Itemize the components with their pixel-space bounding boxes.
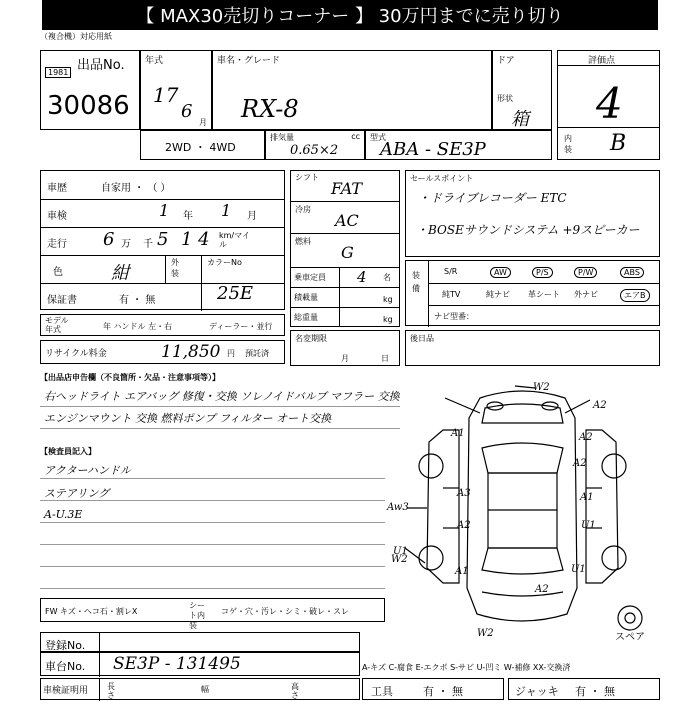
model-value: RX-8 bbox=[241, 95, 299, 123]
warranty-label: 保証書 bbox=[47, 295, 77, 306]
banner-text: 【 MAX30売切りコーナー 】 30万円までに売り切り bbox=[136, 6, 564, 27]
model-box bbox=[212, 50, 492, 130]
damage-codes-label: FW キズ・ヘコ石・割レX bbox=[45, 607, 138, 616]
title-banner bbox=[42, 0, 658, 30]
type-box bbox=[365, 130, 552, 160]
seat-label: シート内装 bbox=[189, 601, 205, 630]
mileage-man: 6 bbox=[103, 229, 115, 250]
mileage-label: 走行 bbox=[47, 239, 67, 250]
cert-height: 高さ bbox=[291, 682, 299, 700]
color-value: 紺 bbox=[111, 263, 129, 284]
car-damage-diagram bbox=[385, 378, 660, 640]
model-label: 車名・グレード bbox=[217, 56, 281, 66]
inspector-section bbox=[40, 446, 385, 592]
color-label: 色 bbox=[53, 267, 63, 278]
sales-point-line-2: ・BOSEサウンドシステム +9スピーカー bbox=[416, 223, 640, 237]
load-label: 積載量 bbox=[294, 293, 318, 302]
equipment-label: 装備 bbox=[412, 271, 420, 293]
diagram-mark: W2 bbox=[477, 628, 494, 639]
warranty-value: 有 ・ 無 bbox=[119, 295, 156, 306]
month-unit: 月 bbox=[199, 118, 207, 127]
type-label: 型式 bbox=[370, 133, 386, 142]
rename-box bbox=[290, 330, 400, 366]
diagram-mark: A1 bbox=[580, 492, 594, 503]
inspection-month: 1 bbox=[221, 201, 232, 220]
model-year-label: モデル年式 bbox=[45, 316, 69, 334]
sales-point-line-1: ・ドライブレコーダー ETC bbox=[418, 191, 567, 205]
model-year-row bbox=[40, 314, 285, 336]
sales-points-box bbox=[405, 170, 660, 257]
mileage-sen: 5 bbox=[157, 229, 169, 250]
eq-nav-label: ナビ型番： bbox=[434, 312, 474, 321]
displacement-box bbox=[265, 130, 365, 160]
colorno-value: 25E bbox=[217, 283, 254, 304]
recycle-value: 11,850 bbox=[161, 342, 221, 362]
seat-items: コゲ・穴・汚レ・シミ・破レ・スレ bbox=[221, 607, 349, 616]
mileage-rest: 1 4 bbox=[181, 229, 210, 250]
defects-label: 【出品店申告欄（不良箇所・欠品・注意事項等）】 bbox=[40, 373, 220, 382]
capacity-value: 4 bbox=[357, 268, 367, 286]
color-outer-label: 外装 bbox=[171, 258, 179, 278]
shift-label: シフト bbox=[295, 173, 319, 182]
diagram-mark: Aw3 bbox=[387, 502, 409, 513]
diagram-mark: U1 bbox=[571, 564, 586, 575]
rename-label: 名変期限 bbox=[295, 334, 327, 343]
year-value: 17 bbox=[153, 83, 179, 107]
month-value: 6 bbox=[181, 101, 193, 122]
diagram-mark: A2 bbox=[593, 400, 607, 411]
inspection-month-unit: 月 bbox=[247, 211, 257, 222]
shape-value: 箱 bbox=[511, 109, 529, 130]
tools-value: 有 ・ 無 bbox=[423, 685, 463, 698]
eq-ext-navi: 外ナビ bbox=[574, 290, 598, 299]
colorno-label: カラーNo bbox=[207, 258, 242, 267]
damage-legend: A-キズ C-腐食 E-エクボ S-サビ U-凹ミ W-補修 XX-交換済 bbox=[362, 663, 571, 672]
eq-abs: ABS bbox=[620, 267, 644, 278]
equipment-box bbox=[405, 260, 660, 326]
diagram-mark: U1 bbox=[581, 520, 596, 531]
recycle-row bbox=[40, 340, 285, 364]
tools-label: 工具 bbox=[371, 685, 393, 698]
eq-airbag: エアB bbox=[620, 289, 650, 302]
rear-date-box bbox=[405, 330, 660, 366]
mileage-sen-unit: 千 bbox=[143, 239, 153, 250]
lot-number: 30086 bbox=[47, 91, 130, 121]
history-label: 車歴 bbox=[47, 183, 67, 194]
cert-width: 幅 bbox=[201, 685, 209, 694]
eq-aw: AW bbox=[490, 267, 511, 278]
aircon-label: 冷房 bbox=[295, 205, 311, 214]
diagram-mark: A2 bbox=[579, 432, 593, 443]
damage-codes-row bbox=[40, 598, 385, 630]
defect-line-2: エンジンマウント 交換 燃料ポンプ フィルター オート交換 bbox=[44, 412, 332, 425]
fuel-value: G bbox=[341, 243, 354, 262]
aircon-value: AC bbox=[335, 211, 359, 230]
rename-month-unit: 月 bbox=[341, 354, 349, 363]
defects-section bbox=[40, 372, 400, 444]
eq-sr: S/R bbox=[444, 267, 458, 276]
chassis-row bbox=[40, 652, 360, 676]
registration-row bbox=[40, 632, 360, 652]
displacement-unit: cc bbox=[351, 132, 360, 141]
score-label: 評価点 bbox=[588, 56, 616, 66]
inspection-year-unit: 年 bbox=[183, 211, 193, 222]
chassis-label: 車台No. bbox=[45, 660, 86, 673]
gross-unit: kg bbox=[383, 315, 393, 324]
cert-row bbox=[40, 678, 360, 700]
diagram-mark: U1 bbox=[393, 546, 408, 557]
sales-points-label: セールスポイント bbox=[410, 174, 474, 183]
tools-box bbox=[362, 678, 504, 700]
score-box bbox=[557, 50, 660, 160]
chassis-value: SE3P - 131495 bbox=[113, 654, 241, 674]
recycle-deposit: 預託済 bbox=[245, 349, 269, 358]
capacity-label: 乗車定員 bbox=[294, 273, 326, 282]
inspector-line-2: ステアリング bbox=[44, 487, 110, 500]
inspector-line-3: A-U.3E bbox=[44, 508, 83, 521]
spec-table bbox=[290, 170, 400, 327]
lot-year-tag: 1981 bbox=[45, 67, 71, 78]
registration-label: 登録No. bbox=[45, 639, 86, 652]
score-value: 4 bbox=[596, 79, 623, 128]
diagram-mark: A1 bbox=[455, 566, 469, 577]
recycle-unit: 円 bbox=[227, 349, 235, 358]
form-subtitle: （複合機）対応用紙 bbox=[40, 32, 112, 41]
eq-pw: P/W bbox=[574, 267, 597, 278]
lot-box bbox=[40, 50, 140, 130]
drive-value: 2WD ・ 4WD bbox=[165, 141, 236, 154]
type-value: ABA - SE3P bbox=[380, 139, 486, 160]
lot-label: 出品No. bbox=[77, 58, 125, 73]
history-value: 自家用 ・ （ ） bbox=[101, 183, 171, 194]
load-unit: kg bbox=[383, 295, 393, 304]
mileage-man-unit: 万 bbox=[121, 239, 131, 250]
fuel-label: 燃料 bbox=[295, 237, 311, 246]
inspector-label: 【検査員記入】 bbox=[40, 447, 96, 456]
jack-label: ジャッキ bbox=[515, 685, 559, 698]
diagram-mark: A2 bbox=[457, 520, 471, 531]
interior-label: 内装 bbox=[564, 134, 572, 154]
inspection-year: 1 bbox=[159, 201, 170, 220]
diagram-mark: A2 bbox=[573, 458, 587, 469]
dealer-text: ディーラー・並行 bbox=[209, 322, 273, 331]
handle-text: 年 ハンドル 左・右 bbox=[103, 322, 173, 331]
jack-value: 有 ・ 無 bbox=[575, 685, 615, 698]
displacement-value: 0.65×2 bbox=[290, 143, 339, 158]
eq-tv: 純TV bbox=[442, 290, 461, 299]
jack-box bbox=[508, 678, 660, 700]
recycle-label: リサイクル料金 bbox=[45, 349, 107, 359]
displacement-label: 排気量 bbox=[270, 133, 294, 142]
rename-day-unit: 日 bbox=[381, 354, 389, 363]
rear-date-label: 後日品 bbox=[410, 334, 434, 343]
mileage-unit: km/マイル bbox=[219, 231, 250, 249]
inspector-line-1: アクターハンドル bbox=[44, 464, 131, 477]
year-label: 年式 bbox=[145, 56, 164, 66]
defect-line-1: 右ヘッドライト エアバッグ 修復・交換 ソレノイドバルブ マフラー 交換 bbox=[44, 390, 400, 403]
shift-value: FAT bbox=[331, 179, 363, 198]
spare-label: スペア bbox=[615, 632, 645, 640]
diagram-mark: A2 bbox=[535, 584, 549, 595]
diagram-mark: A1 bbox=[451, 428, 465, 439]
cert-label: 車検証明用 bbox=[43, 686, 89, 696]
drive-box bbox=[140, 130, 265, 160]
eq-navi: 純ナビ bbox=[486, 290, 510, 299]
capacity-unit: 名 bbox=[383, 273, 391, 282]
vehicle-info-table bbox=[40, 170, 285, 310]
door-label: ドア bbox=[497, 56, 515, 66]
interior-value: B bbox=[610, 131, 627, 156]
inspection-label: 車検 bbox=[47, 211, 67, 222]
diagram-mark: W2 bbox=[391, 554, 408, 565]
eq-leather: 革シート bbox=[528, 290, 560, 299]
diagram-mark: W2 bbox=[533, 382, 550, 393]
shape-label: 形状 bbox=[497, 94, 513, 103]
year-box bbox=[140, 50, 212, 130]
gross-label: 総重量 bbox=[294, 313, 318, 322]
diagram-mark: A3 bbox=[457, 488, 471, 499]
eq-ps: P/S bbox=[532, 267, 553, 278]
cert-length: 長さ bbox=[107, 682, 115, 700]
door-box bbox=[492, 50, 552, 130]
